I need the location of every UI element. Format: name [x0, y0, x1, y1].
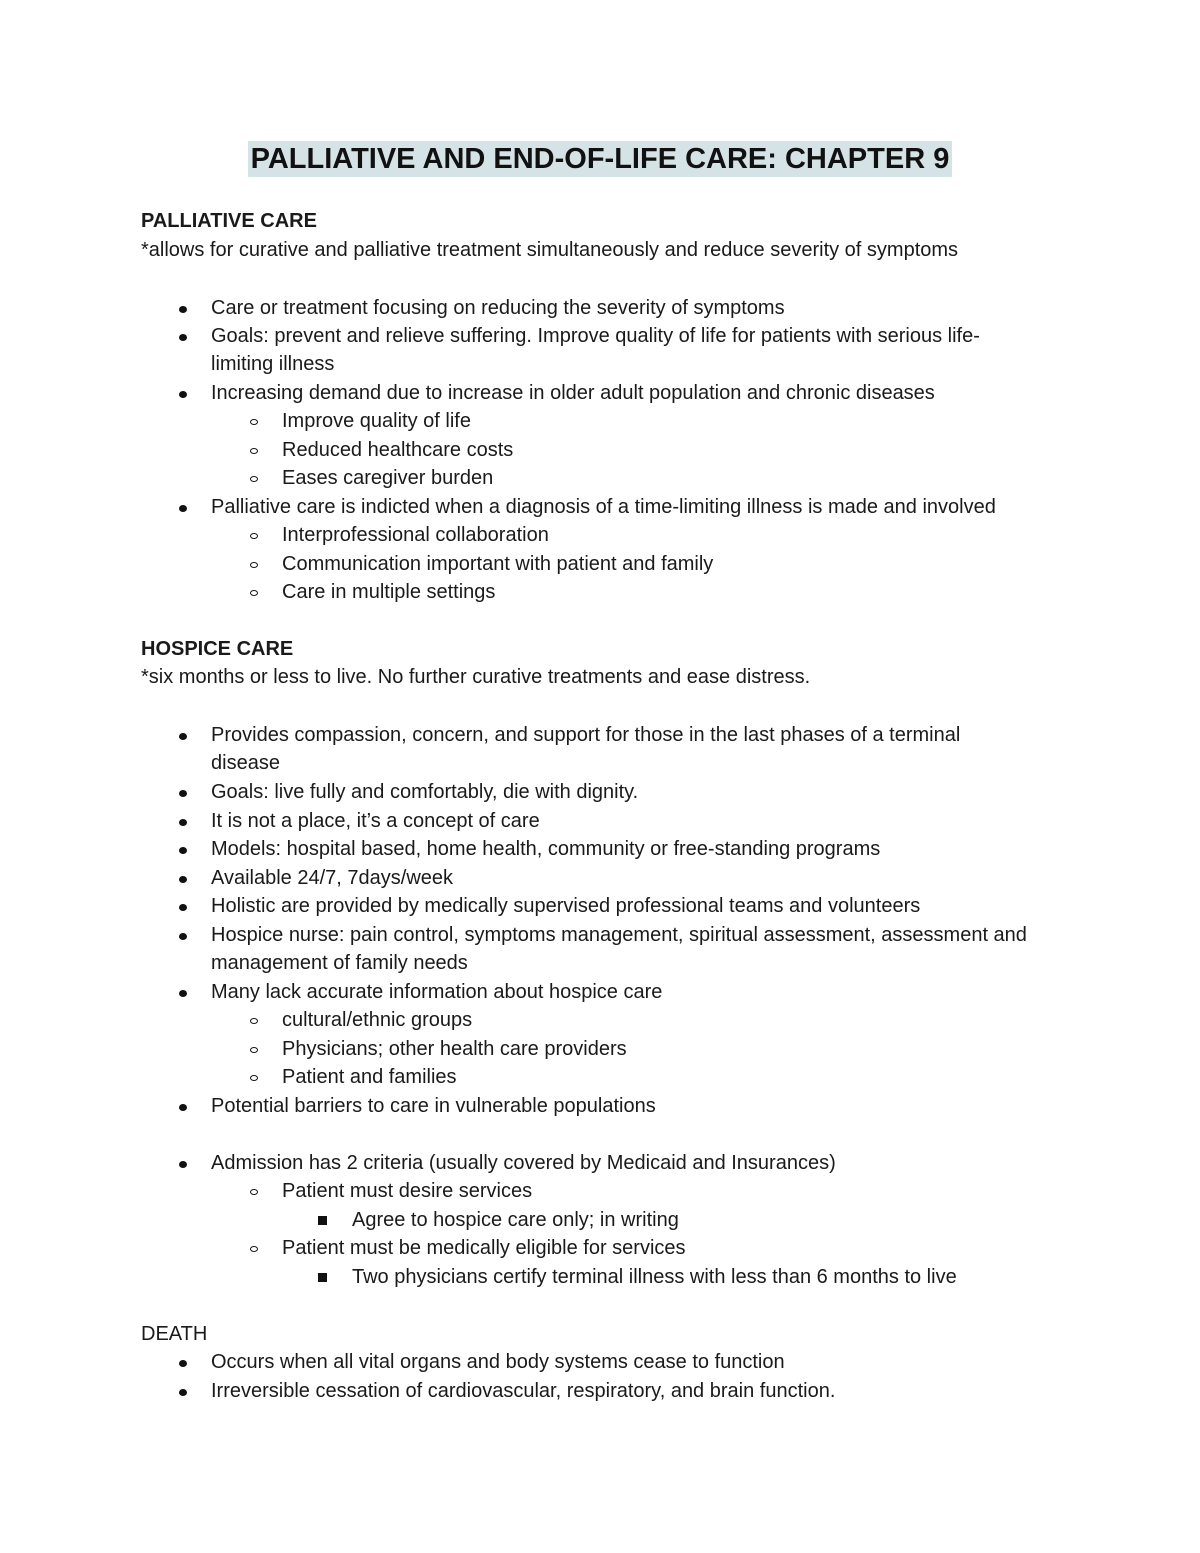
- hollow-bullet-icon: [250, 1189, 258, 1195]
- list-item: Available 24/7, 7days/week: [211, 867, 454, 889]
- list-item: Two physicians certify terminal illness with less than 6 months to live: [352, 1266, 957, 1288]
- hollow-bullet-icon: [250, 1246, 258, 1252]
- hollow-bullet-icon: [250, 1047, 258, 1053]
- list-item: Communication important with patient and family: [282, 553, 714, 575]
- hollow-bullet-icon: [250, 590, 258, 596]
- list-item: Physicians; other health care providers: [282, 1038, 627, 1060]
- palliative-heading: PALLIATIVE CARE: [141, 210, 317, 232]
- bullet-icon: [179, 876, 187, 883]
- hospice-note: *six months or less to live. No further curative treatments and ease distress.: [141, 666, 811, 688]
- bullet-icon: [179, 733, 187, 740]
- list-item: Goals: prevent and relieve suffering. Improve quality of life for patients with serious life-limiting illness: [211, 325, 980, 375]
- list-item: Patient must desire services: [282, 1180, 533, 1202]
- list-item: Interprofessional collaboration: [282, 524, 549, 546]
- bullet-icon: [179, 933, 187, 940]
- bullet-icon: [179, 391, 187, 398]
- list-item: Admission has 2 criteria (usually covered by Medicaid and Insurances): [211, 1152, 836, 1174]
- hospice-heading: HOSPICE CARE: [141, 638, 294, 660]
- list-item: Reduced healthcare costs: [282, 439, 514, 461]
- list-item: Occurs when all vital organs and body systems cease to function: [211, 1351, 785, 1373]
- list-item: Holistic are provided by medically supervised professional teams and volunteers: [211, 895, 921, 917]
- hollow-bullet-icon: [250, 1075, 258, 1081]
- title-block: [0, 141, 1200, 177]
- bullet-icon: [179, 990, 187, 997]
- list-item: Hospice nurse: pain control, symptoms management, spiritual assessment, assessment and management of family needs: [211, 924, 1027, 974]
- list-item: Increasing demand due to increase in older adult population and chronic diseases: [211, 382, 935, 404]
- list-item: Improve quality of life: [282, 410, 471, 432]
- list-item: Irreversible cessation of cardiovascular, respiratory, and brain function.: [211, 1380, 836, 1402]
- hollow-bullet-icon: [250, 476, 258, 482]
- hollow-bullet-icon: [250, 419, 258, 425]
- list-item: Care or treatment focusing on reducing the severity of symptoms: [211, 297, 785, 319]
- list-item: Agree to hospice care only; in writing: [352, 1209, 679, 1231]
- bullet-icon: [179, 1104, 187, 1111]
- bullet-icon: [179, 1389, 187, 1396]
- death-heading: DEATH: [141, 1323, 208, 1345]
- bullet-icon: [179, 306, 187, 313]
- list-item: Many lack accurate information about hospice care: [211, 981, 663, 1003]
- document-title: PALLIATIVE AND END-OF-LIFE CARE: CHAPTER 9: [248, 141, 953, 177]
- list-item: Models: hospital based, home health, community or free-standing programs: [211, 838, 881, 860]
- list-item: Patient and families: [282, 1066, 457, 1088]
- bullet-icon: [179, 819, 187, 826]
- bullet-icon: [179, 904, 187, 911]
- hollow-bullet-icon: [250, 533, 258, 539]
- list-item: cultural/ethnic groups: [282, 1009, 473, 1031]
- hollow-bullet-icon: [250, 448, 258, 454]
- bullet-icon: [179, 334, 187, 341]
- hollow-bullet-icon: [250, 562, 258, 568]
- hollow-bullet-icon: [250, 1018, 258, 1024]
- list-item: Provides compassion, concern, and support for those in the last phases of a terminal disease: [211, 724, 961, 774]
- list-item: Palliative care is indicted when a diagnosis of a time-limiting illness is made and involved: [211, 496, 996, 518]
- list-item: Potential barriers to care in vulnerable populations: [211, 1095, 656, 1117]
- bullet-icon: [179, 847, 187, 854]
- bullet-icon: [179, 505, 187, 512]
- bullet-icon: [179, 1360, 187, 1367]
- list-item: Care in multiple settings: [282, 581, 496, 603]
- list-item: Goals: live fully and comfortably, die with dignity.: [211, 781, 639, 803]
- square-bullet-icon: [318, 1216, 327, 1225]
- bullet-icon: [179, 1161, 187, 1168]
- list-item: It is not a place, it’s a concept of care: [211, 810, 540, 832]
- list-item: Patient must be medically eligible for services: [282, 1237, 686, 1259]
- list-item: Eases caregiver burden: [282, 467, 494, 489]
- palliative-note: *allows for curative and palliative treatment simultaneously and reduce severity of symptoms: [141, 239, 959, 261]
- bullet-icon: [179, 790, 187, 797]
- square-bullet-icon: [318, 1273, 327, 1282]
